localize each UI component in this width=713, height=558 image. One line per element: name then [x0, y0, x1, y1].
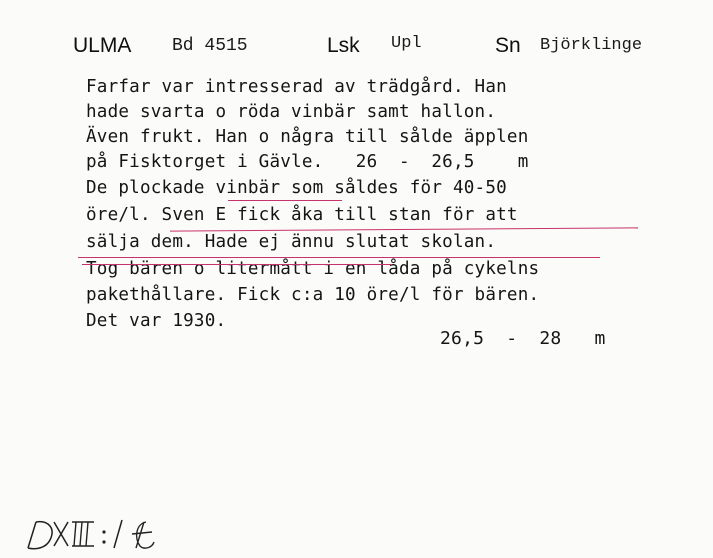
body-line-2: hade svarta o röda vinbär samt hallon. — [86, 102, 497, 122]
body-line-3: Även frukt. Han o några till sålde äpplen — [86, 127, 529, 147]
socken-label: Sn — [495, 34, 521, 57]
body-line-4: på Fisktorget i Gävle. 26 - 26,5 m — [86, 152, 529, 172]
body-line-10: Det var 1930. — [86, 311, 227, 331]
body-line-7: sälja dem. Hade ej ännu slutat skolan. — [86, 232, 497, 252]
landskap-label: Lsk — [327, 34, 360, 57]
underline-mark-1 — [228, 200, 342, 201]
body-line-8: Tog bären o litermått i en låda på cykelns — [86, 259, 540, 279]
body-line-9: pakethållare. Fick c:a 10 öre/l för bären. — [86, 285, 540, 305]
body-line-6: öre/l. Sven E fick åka till stan för att — [86, 205, 518, 225]
final-range: 26,5 - 28 m — [440, 328, 606, 349]
socken-value: Björklinge — [540, 36, 643, 55]
handwritten-signature — [24, 508, 184, 554]
body-line-5: De plockade vinbär som såldes för 40-50 — [86, 178, 507, 198]
landskap-value: Upl — [391, 34, 422, 53]
underline-mark-3 — [78, 257, 600, 258]
body-line-1: Farfar var intresserad av trädgård. Han — [86, 77, 507, 97]
record-number: Bd 4515 — [172, 36, 248, 56]
archive-label: ULMA — [73, 34, 132, 57]
underline-mark-4 — [82, 264, 392, 265]
